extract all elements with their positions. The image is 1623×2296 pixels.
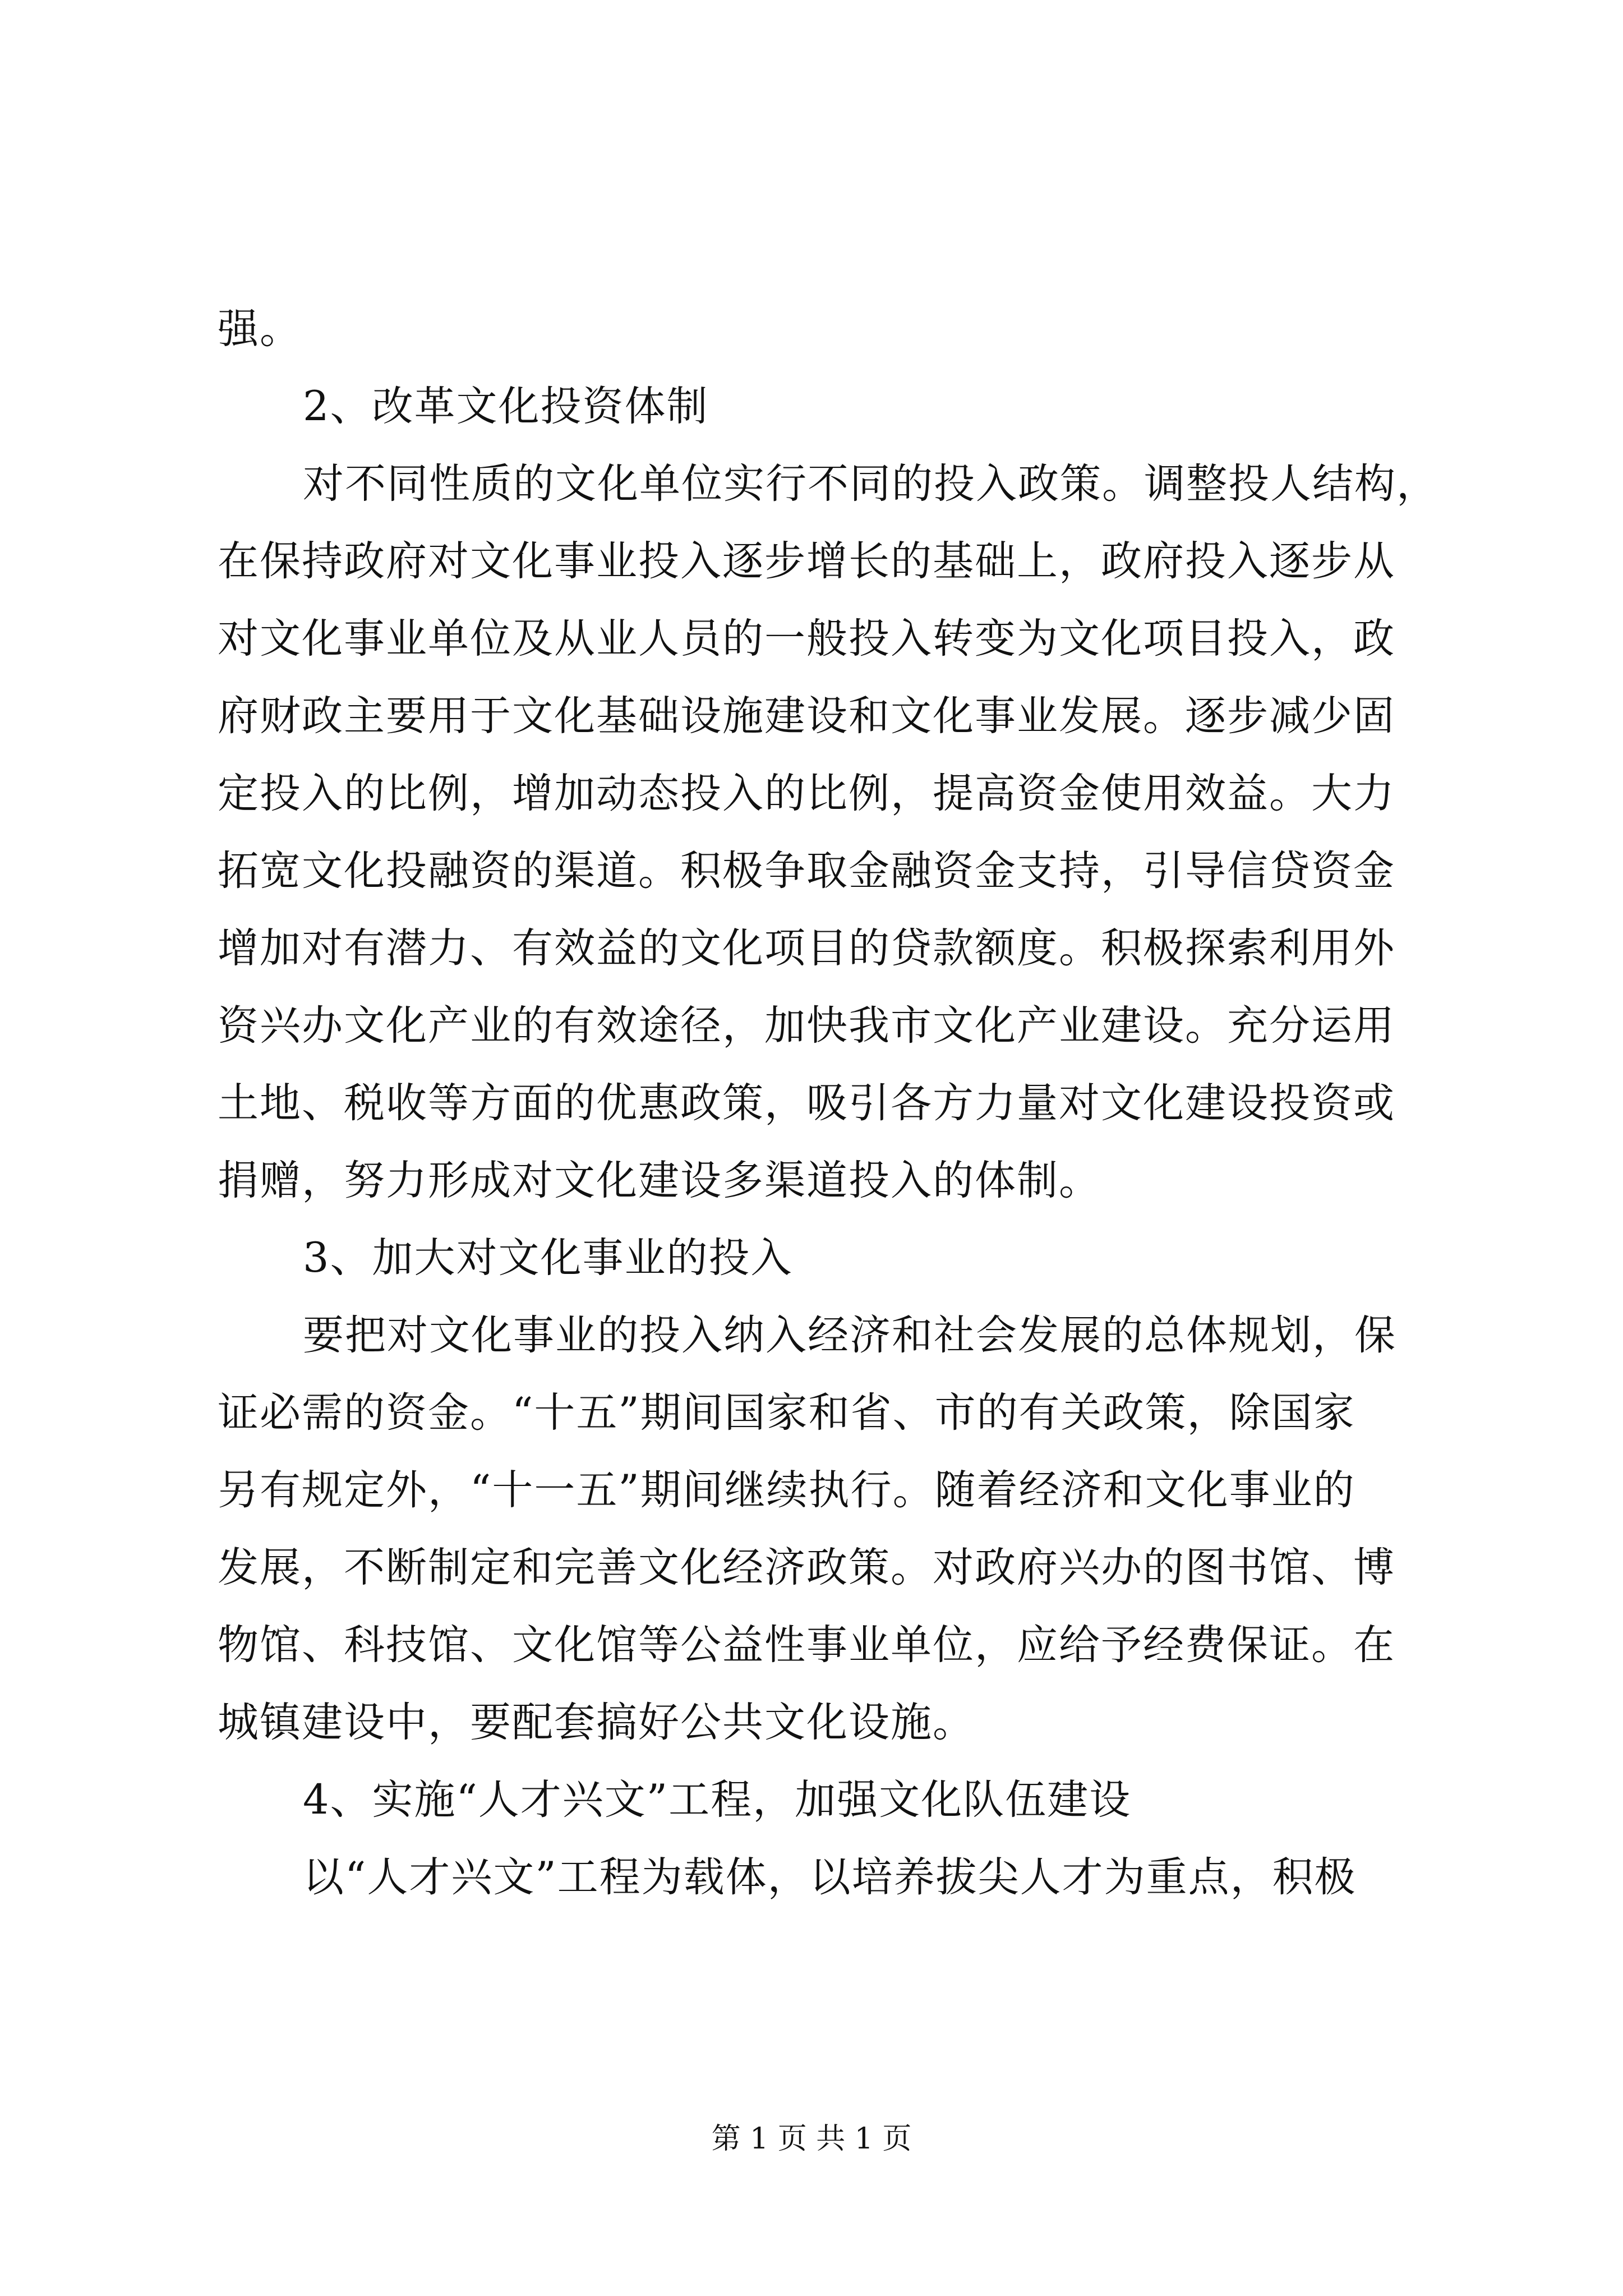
section-heading: 2、改革文化投资体制 <box>303 383 709 430</box>
document-body <box>218 291 1451 1916</box>
text-line: 对不同性质的文化单位实行不同的投入政策。调整投人结构， <box>303 460 1438 508</box>
text-line: 证必需的资金。“十五”期间国家和省、市的有关政策，除国家 <box>218 1389 1355 1437</box>
text-line: 城镇建设中，要配套搞好公共文化设施。 <box>218 1699 975 1746</box>
text-line: 捐赠，努力形成对文化建设多渠道投入的体制。 <box>218 1157 1101 1204</box>
text-line: 以“人才兴文”工程为载体，以培养拔尖人才为重点，积极 <box>303 1853 1357 1901</box>
text-line: 增加对有潜力、有效益的文化项目的贷款额度。积极探索利用外 <box>218 924 1395 972</box>
text-line: 资兴办文化产业的有效途径，加快我市文化产业建设。充分运用 <box>218 1002 1395 1050</box>
text-line: 物馆、科技馆、文化馆等公益性事业单位，应给予经费保证。在 <box>218 1621 1395 1669</box>
text-line: 发展，不断制定和完善文化经济政策。对政府兴办的图书馆、博 <box>218 1544 1395 1591</box>
text-line: 强。 <box>218 305 302 353</box>
text-line: 在保持政府对文化事业投入逐步增长的基础上，政府投入逐步从 <box>218 537 1395 585</box>
text-line: 府财政主要用于文化基础设施建设和文化事业发展。逐步减少固 <box>218 692 1395 740</box>
page-footer: 第 1 页 共 1 页 <box>711 2122 912 2156</box>
text-line: 土地、税收等方面的优惠政策，吸引各方力量对文化建设投资或 <box>218 1079 1395 1127</box>
text-line: 另有规定外，“十一五”期间继续执行。随着经济和文化事业的 <box>218 1466 1355 1514</box>
text-line: 拓宽文化投融资的渠道。积极争取金融资金支持，引导信贷资金 <box>218 847 1395 895</box>
section-heading: 3、加大对文化事业的投入 <box>303 1234 793 1282</box>
text-line: 要把对文化事业的投入纳入经济和社会发展的总体规划，保 <box>303 1312 1396 1359</box>
text-line: 定投入的比例，增加动态投入的比例，提高资金使用效益。大力 <box>218 770 1395 817</box>
section-heading: 4、实施“人才兴文”工程，加强文化队伍建设 <box>303 1776 1132 1824</box>
text-line: 对文化事业单位及从业人员的一般投入转变为文化项目投入，政 <box>218 615 1395 662</box>
